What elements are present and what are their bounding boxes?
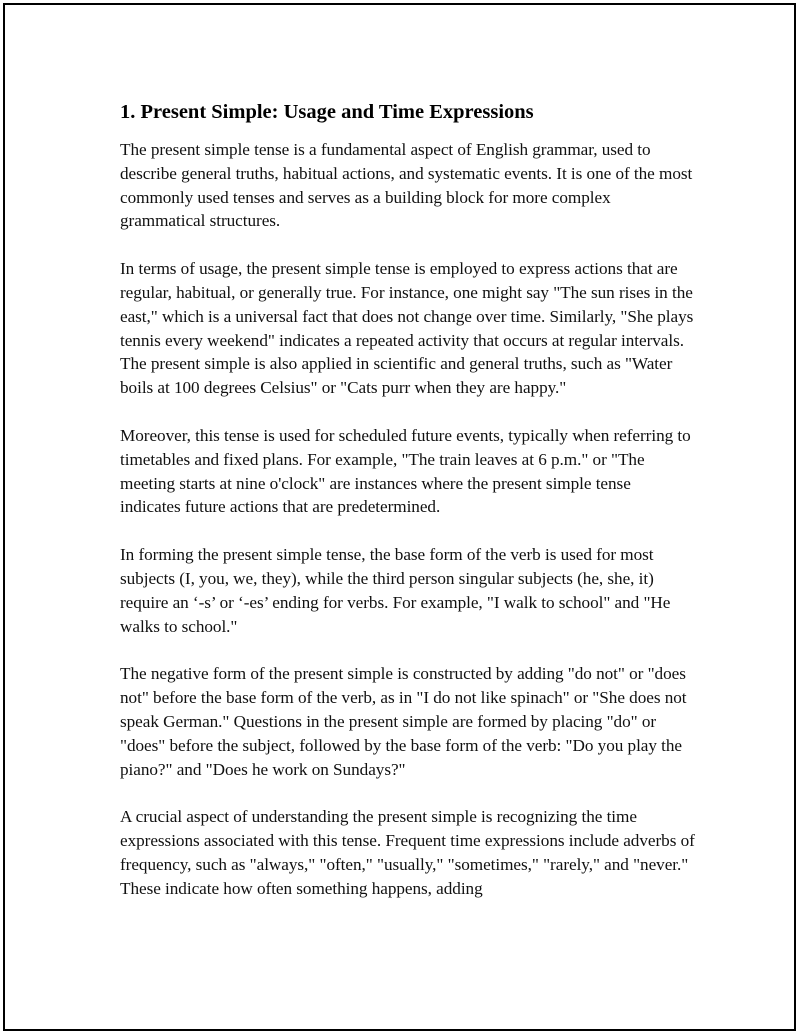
paragraph-usage: In terms of usage, the present simple tense is employed to express actions that are regular, habitual, or generally true. For instance, one might say "The sun rises in the east," which is a universal fact that does not change over time. Similarly, "She plays tennis every weekend" indicates a repeated activity that occurs at regular intervals. The present simple is also applied in scientific and general truths, such as "Water boils at 100 degrees Celsius" or "Cats purr when they are happy." — [120, 259, 694, 398]
paragraph-intro: The present simple tense is a fundamental aspect of English grammar, used to describe general truths, habitual actions, and systematic events. It is one of the most commonly used tenses and serves as a building block for more complex grammatical structures. — [120, 140, 693, 231]
paragraph-time-expressions: A crucial aspect of understanding the present simple is recognizing the time expressions associated with this tense. Frequent time expressions include adverbs of frequency, such as "always," "often," "usually," "sometimes," "rarely," and "never." These indicate how often something happens, adding — [120, 807, 695, 898]
document-page — [3, 3, 796, 1031]
document-body — [120, 98, 695, 925]
paragraph-future-events: Moreover, this tense is used for scheduled future events, typically when referring to timetables and fixed plans. For example, "The train leaves at 6 p.m." or "The meeting starts at nine o'clock" are instances where the present simple tense indicates future actions that are predetermined. — [120, 425, 691, 517]
paragraph-forming: In forming the present simple tense, the base form of the verb is used for most subjects (I, you, we, they), while the third person singular subjects (he, she, it) require an ‘-s’ or ‘-es’ ending for verbs. For example, "I walk to school" and "He walks to school." — [120, 545, 671, 636]
paragraph-negative-questions: The negative form of the present simple is constructed by adding "do not" or "does not" before the base form of the verb, as in "I do not like spinach" or "She does not speak German." Questions in the present simple are formed by placing "do" or "does" before the subject, followed by the base form of the verb: "Do you play the piano?" and "Does he work on Sundays?" — [120, 664, 687, 779]
section-heading: 1. Present Simple: Usage and Time Expressions — [120, 101, 534, 123]
